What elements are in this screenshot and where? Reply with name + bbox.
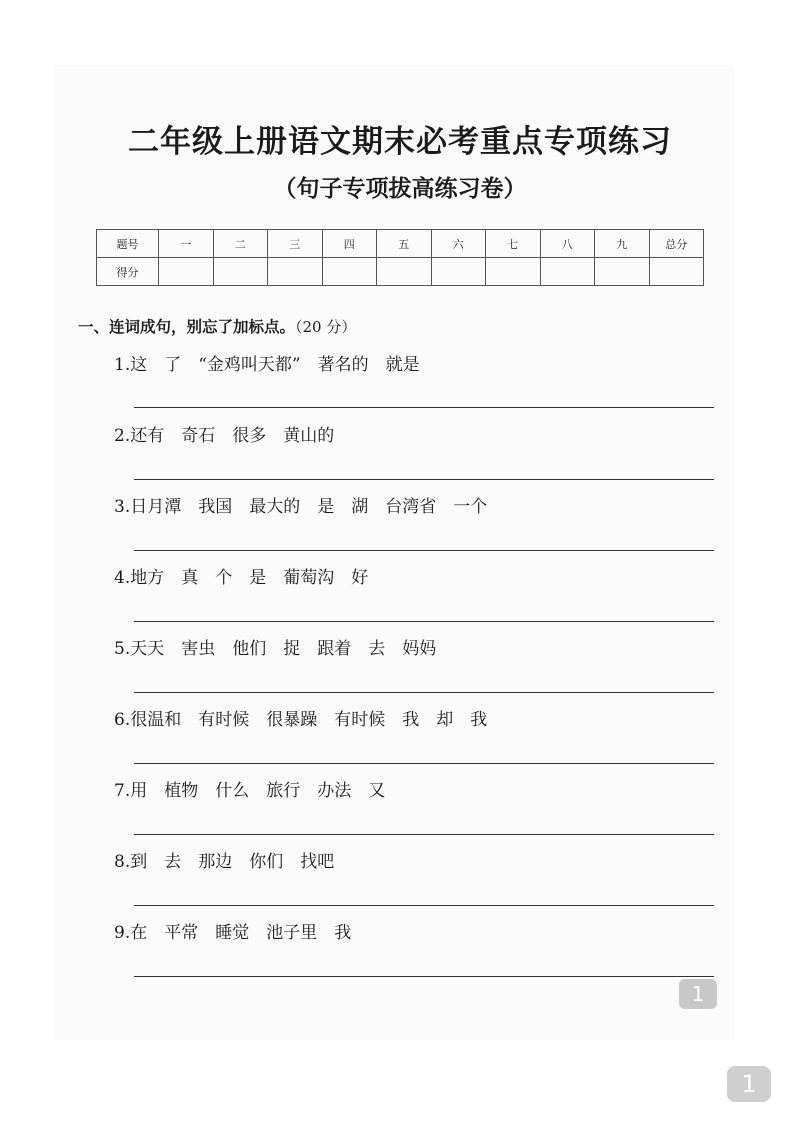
score-cell[interactable] [268, 258, 323, 286]
score-table-header-cell: 二 [213, 230, 268, 258]
worksheet-page [55, 65, 735, 1040]
score-cell[interactable] [540, 258, 595, 286]
score-table-header-cell: 题号 [97, 230, 159, 258]
score-table-header-cell: 三 [268, 230, 323, 258]
answer-line-6[interactable] [134, 763, 714, 764]
score-row-label: 得分 [97, 258, 159, 286]
score-table-header-cell: 五 [377, 230, 432, 258]
score-cell[interactable] [377, 258, 432, 286]
question-9: 9.在 平常 睡觉 池子里 我 [114, 923, 352, 943]
answer-line-5[interactable] [134, 692, 714, 693]
page-subtitle: （句子专项拔高练习卷） [273, 176, 527, 202]
answer-line-3[interactable] [134, 550, 714, 551]
score-table-header-cell: 八 [540, 230, 595, 258]
answer-line-8[interactable] [134, 905, 714, 906]
section-heading-text: 一、连词成句，别忘了加标点。 [78, 318, 296, 336]
score-cell[interactable] [322, 258, 377, 286]
score-cell[interactable] [213, 258, 268, 286]
score-table-header-row [97, 230, 704, 258]
score-cell[interactable] [159, 258, 214, 286]
score-cell[interactable] [431, 258, 486, 286]
question-4: 4.地方 真 个 是 葡萄沟 好 [114, 568, 369, 588]
score-table-header-cell: 六 [431, 230, 486, 258]
answer-line-7[interactable] [134, 834, 714, 835]
question-1: 1.这 了 “金鸡叫天都” 著名的 就是 [114, 355, 420, 375]
answer-line-9[interactable] [134, 976, 714, 977]
score-table-header-cell: 九 [595, 230, 650, 258]
score-table-score-row [97, 258, 704, 286]
section-points: （20 分） [295, 318, 357, 336]
score-cell[interactable] [595, 258, 650, 286]
score-cell[interactable] [486, 258, 541, 286]
score-table-header-cell: 总分 [649, 230, 704, 258]
question-3: 3.日月潭 我国 最大的 是 湖 台湾省 一个 [114, 497, 488, 517]
question-6: 6.很温和 有时候 很暴躁 有时候 我 却 我 [114, 710, 488, 730]
page-number-badge: 1 [679, 979, 717, 1009]
score-table-header-cell: 七 [486, 230, 541, 258]
score-table-header-cell: 一 [159, 230, 214, 258]
question-8: 8.到 去 那边 你们 找吧 [114, 852, 335, 872]
score-cell[interactable] [649, 258, 704, 286]
viewer-page-indicator[interactable]: 1 [727, 1066, 771, 1102]
section-heading [78, 315, 356, 337]
answer-line-4[interactable] [134, 621, 714, 622]
question-7: 7.用 植物 什么 旅行 办法 又 [114, 781, 386, 801]
answer-line-2[interactable] [134, 479, 714, 480]
question-2: 2.还有 奇石 很多 黄山的 [114, 426, 335, 446]
score-table-header-cell: 四 [322, 230, 377, 258]
score-table [96, 229, 704, 286]
question-5: 5.天天 害虫 他们 捉 跟着 去 妈妈 [114, 639, 437, 659]
answer-line-1[interactable] [134, 407, 714, 408]
page-title: 二年级上册语文期末必考重点专项练习 [128, 124, 672, 160]
